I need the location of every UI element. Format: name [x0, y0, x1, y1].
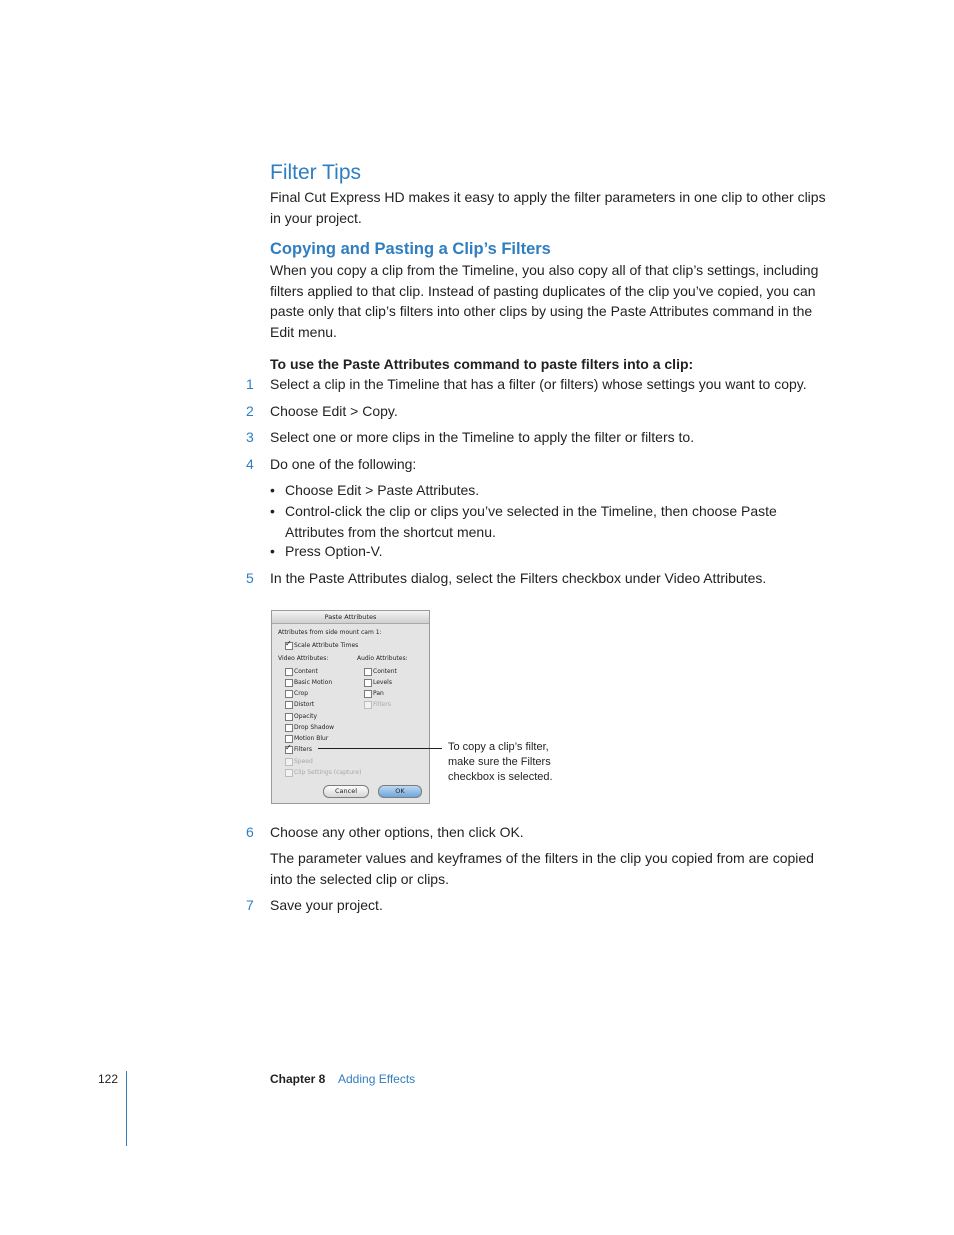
- opacity-label: Opacity: [294, 713, 318, 720]
- step-6: [246, 822, 836, 843]
- cancel-button[interactable]: Cancel: [323, 785, 369, 798]
- step-5: [246, 568, 836, 589]
- result-paragraph: The parameter values and keyframes of the filters in the clip you copied from are copied into the selected clip or clips.: [270, 850, 814, 887]
- bullet-text: Control-click the clip or clips you’ve selected in the Timeline, then choose Paste Attributes from the shortcut menu.: [285, 503, 777, 540]
- audio-filters-label: Filters: [373, 701, 391, 708]
- levels-checkbox[interactable]: [364, 679, 372, 687]
- ok-button[interactable]: OK: [378, 785, 422, 798]
- bullet-item: • Press Option-V.: [270, 541, 810, 562]
- step-number: 1: [246, 376, 254, 392]
- procedure-lead: To use the Paste Attributes command to paste filters into a clip:: [270, 356, 694, 372]
- step-2: [246, 401, 836, 422]
- basic-motion-label: Basic Motion: [294, 679, 333, 686]
- audio-filters-checkbox: [364, 701, 372, 709]
- distort-checkbox[interactable]: [285, 701, 293, 709]
- drop-shadow-label: Drop Shadow: [294, 724, 335, 731]
- step-number: 7: [246, 897, 254, 913]
- subsection-body: When you copy a clip from the Timeline, you also copy all of that clip’s settings, including filters applied to that clip. Instead of pasting duplicates of the clip you’ve copied, you can paste only that clip’s filters into other clips by using the Paste Attributes command in the Edit menu.: [270, 262, 819, 340]
- video-content-checkbox[interactable]: [285, 668, 293, 676]
- audio-content-checkbox[interactable]: [364, 668, 372, 676]
- audio-content-label: Content: [373, 668, 397, 675]
- distort-label: Distort: [294, 701, 315, 708]
- pan-label: Pan: [373, 690, 384, 697]
- intro-paragraph: Final Cut Express HD makes it easy to apply the filter parameters in one clip to other clips in your project.: [270, 189, 826, 226]
- crop-checkbox[interactable]: [285, 690, 293, 698]
- bullet-item: • Choose Edit > Paste Attributes.: [270, 480, 810, 501]
- step-text: Choose Edit > Copy.: [270, 403, 398, 419]
- scale-label: Scale Attribute Times: [294, 642, 359, 649]
- crop-label: Crop: [294, 690, 309, 697]
- footer-section: Adding Effects: [338, 1072, 416, 1086]
- step-7: [246, 895, 836, 916]
- audio-heading: Audio Attributes:: [357, 655, 408, 662]
- step-number: 2: [246, 403, 254, 419]
- footer-rule: [126, 1071, 127, 1146]
- source-label: Attributes from side mount cam 1:: [278, 629, 382, 636]
- video-content-label: Content: [294, 668, 318, 675]
- section-title: Filter Tips: [270, 161, 362, 184]
- step-4: [246, 454, 836, 475]
- step-number: 6: [246, 824, 254, 840]
- step-3: [246, 427, 836, 448]
- step-number: 3: [246, 429, 254, 445]
- filters-checkbox[interactable]: [285, 746, 293, 754]
- bullet-text: Choose Edit > Paste Attributes.: [285, 482, 480, 498]
- drop-shadow-checkbox[interactable]: [285, 724, 293, 732]
- dialog-title: Paste Attributes: [272, 611, 429, 624]
- filters-label: Filters: [294, 746, 312, 753]
- motion-blur-label: Motion Blur: [294, 735, 329, 742]
- step-text: Select a clip in the Timeline that has a filter (or filters) whose settings you want to copy.: [270, 376, 807, 392]
- step-text: In the Paste Attributes dialog, select the Filters checkbox under Video Attributes.: [270, 570, 767, 586]
- bullet-text: Press Option-V.: [285, 543, 383, 559]
- step-number: 4: [246, 456, 254, 472]
- footer-chapter: Chapter 8: [270, 1072, 326, 1086]
- levels-label: Levels: [373, 679, 392, 686]
- scale-checkbox[interactable]: [285, 642, 293, 650]
- clip-settings-label: Clip Settings (capture): [294, 769, 362, 776]
- speed-label: Speed: [294, 758, 313, 765]
- step-1: [246, 374, 836, 395]
- speed-checkbox: [285, 758, 293, 766]
- clip-settings-checkbox: [285, 769, 293, 777]
- video-heading: Video Attributes:: [278, 655, 329, 662]
- opacity-checkbox[interactable]: [285, 713, 293, 721]
- bullet-item: • Control-click the clip or clips you’ve selected in the Timeline, then choose Paste Attributes from the shortcut menu.: [270, 501, 810, 542]
- motion-blur-checkbox[interactable]: [285, 735, 293, 743]
- basic-motion-checkbox[interactable]: [285, 679, 293, 687]
- callout-text: To copy a clip’s filter, make sure the Filters checkbox is selected.: [448, 741, 553, 783]
- paste-attributes-dialog: [271, 610, 430, 804]
- step-text: Select one or more clips in the Timeline to apply the filter or filters to.: [270, 429, 695, 445]
- subsection-title: Copying and Pasting a Clip’s Filters: [270, 240, 551, 258]
- step-text: Do one of the following:: [270, 456, 417, 472]
- page-number: 122: [98, 1072, 119, 1086]
- step-number: 5: [246, 570, 254, 586]
- step-text: Choose any other options, then click OK.: [270, 824, 524, 840]
- pan-checkbox[interactable]: [364, 690, 372, 698]
- callout-leader-line: [318, 748, 442, 749]
- step-text: Save your project.: [270, 897, 383, 913]
